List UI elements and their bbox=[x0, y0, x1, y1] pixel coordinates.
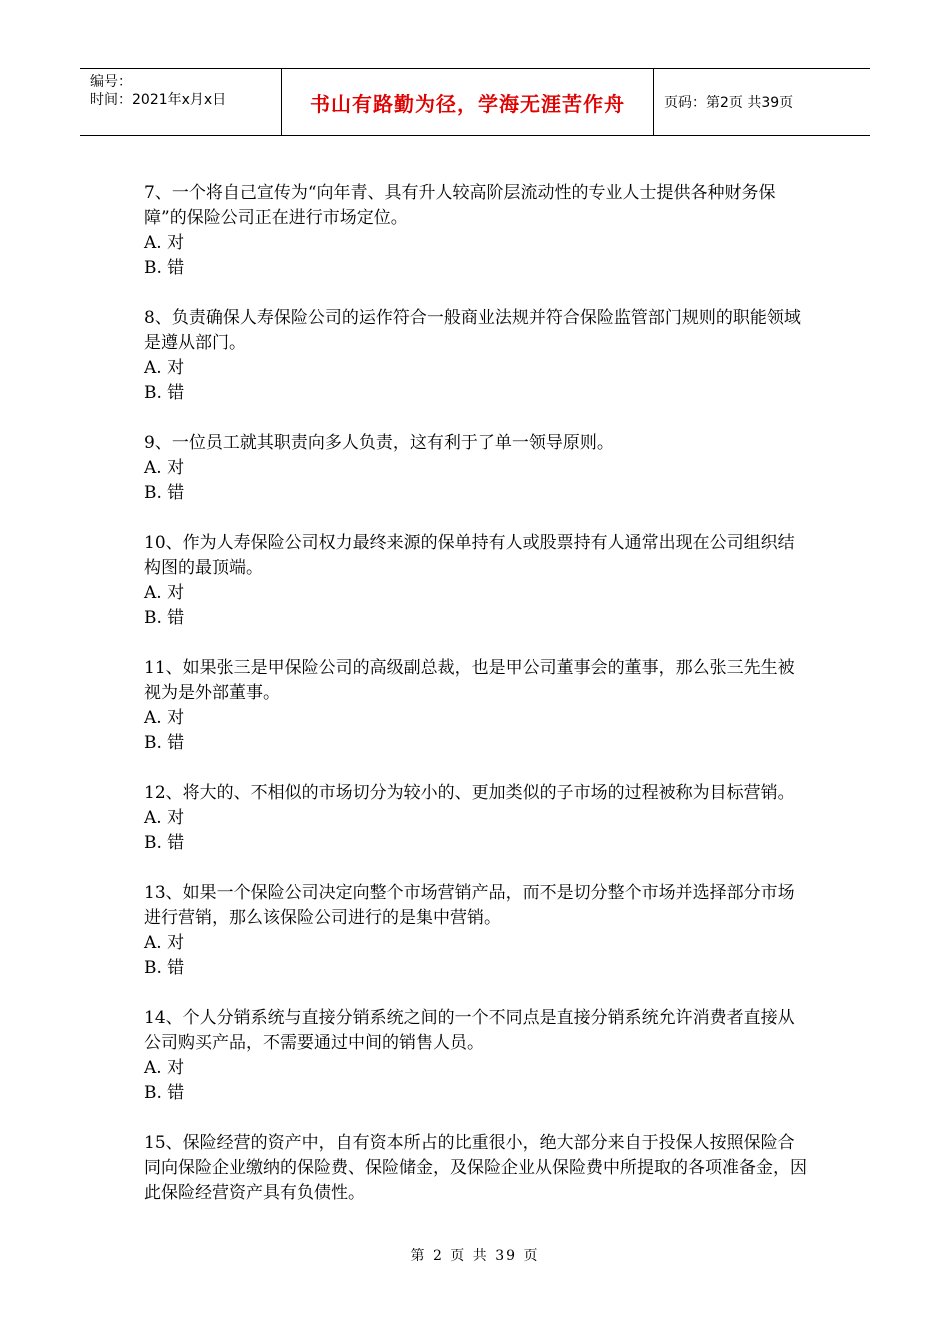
question-text: 8、负责确保人寿保险公司的运作符合一般商业法规并符合保险监管部门规则的职能领域是遵从部门。 bbox=[144, 308, 801, 353]
question-item bbox=[144, 531, 808, 631]
question-text: 14、个人分销系统与直接分销系统之间的一个不同点是直接分销系统允许消费者直接从公司购买产品，不需要通过中间的销售人员。 bbox=[144, 1008, 795, 1053]
question-text: 10、作为人寿保险公司权力最终来源的保单持有人或股票持有人通常出现在公司组织结构图的最顶端。 bbox=[144, 533, 795, 578]
option-a: A. 对 bbox=[144, 808, 185, 828]
option-b: B. 错 bbox=[144, 483, 185, 503]
option-a: A. 对 bbox=[144, 933, 185, 953]
header-page-info bbox=[654, 69, 870, 135]
header-meta bbox=[80, 69, 281, 135]
option-b: B. 错 bbox=[144, 258, 185, 278]
question-item bbox=[144, 306, 808, 406]
option-b: B. 错 bbox=[144, 958, 185, 978]
document-number: 编号： bbox=[90, 74, 132, 90]
question-text: 13、如果一个保险公司决定向整个市场营销产品，而不是切分整个市场并选择部分市场进行营销，那么该保险公司进行的是集中营销。 bbox=[144, 883, 795, 928]
option-b: B. 错 bbox=[144, 1083, 185, 1103]
question-list bbox=[144, 181, 808, 1231]
question-item bbox=[144, 1006, 808, 1106]
question-text: 9、一位员工就其职责向多人负责，这有利于了单一领导原则。 bbox=[144, 433, 614, 453]
question-item bbox=[144, 781, 808, 856]
option-a: A. 对 bbox=[144, 358, 185, 378]
question-item bbox=[144, 431, 808, 506]
question-text: 15、保险经营的资产中，自有资本所占的比重很小，绝大部分来自于投保人按照保险合同向保险企业缴纳的保险费、保险储金，及保险企业从保险费中所提取的各项准备金，因此保险经营资产具有负债性。 bbox=[144, 1133, 807, 1203]
question-item bbox=[144, 656, 808, 756]
option-a: A. 对 bbox=[144, 1058, 185, 1078]
header-motto-cell bbox=[281, 69, 654, 135]
header-page-number: 页码：第2页 共39页 bbox=[664, 95, 794, 111]
option-b: B. 错 bbox=[144, 733, 185, 753]
question-item bbox=[144, 881, 808, 981]
option-a: A. 对 bbox=[144, 458, 185, 478]
question-item bbox=[144, 181, 808, 281]
question-text: 7、一个将自己宣传为“向年青、具有升人较高阶层流动性的专业人士提供各种财务保障”的保险公司正在进行市场定位。 bbox=[144, 183, 776, 228]
question-text: 11、如果张三是甲保险公司的高级副总裁，也是甲公司董事会的董事，那么张三先生被视为是外部董事。 bbox=[144, 658, 795, 703]
question-text: 12、将大的、不相似的市场切分为较小的、更加类似的子市场的过程被称为目标营销。 bbox=[144, 783, 795, 803]
question-item bbox=[144, 1131, 808, 1206]
option-a: A. 对 bbox=[144, 233, 185, 253]
option-b: B. 错 bbox=[144, 608, 185, 628]
header-motto: 书山有路勤为径，学海无涯苦作舟 bbox=[310, 91, 625, 116]
document-date: 时间：2021年x月x日 bbox=[90, 92, 227, 108]
option-a: A. 对 bbox=[144, 583, 185, 603]
option-b: B. 错 bbox=[144, 833, 185, 853]
page-header bbox=[80, 68, 870, 136]
option-a: A. 对 bbox=[144, 708, 185, 728]
page-footer: 第 2 页 共 39 页 bbox=[410, 1248, 540, 1264]
option-b: B. 错 bbox=[144, 383, 185, 403]
